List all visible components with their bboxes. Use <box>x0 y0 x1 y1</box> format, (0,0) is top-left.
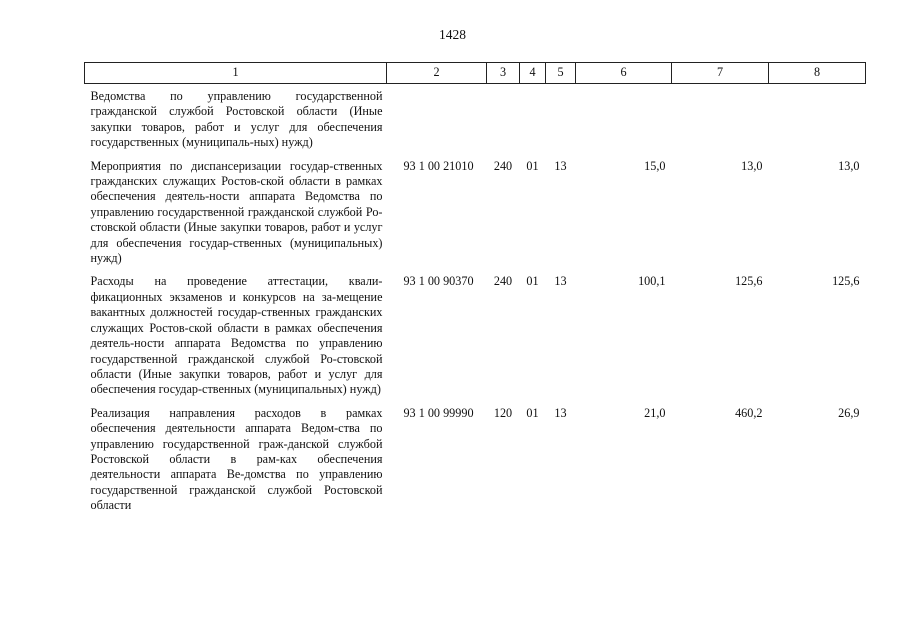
page-number: 1428 <box>439 27 466 42</box>
row-name: Реализация направления расходов в рамках обеспечения деятельности аппарата Ведом-ства по управлению государственной граж-данской службой Ростовской области в рам-ках обеспечения деятельности аппарата Ве-домства по управлению государственной гражданской службой Ростовской области <box>90 405 383 513</box>
row-value-3 <box>769 84 866 159</box>
header-col-6: 6 <box>576 63 672 84</box>
row-value-3: 125,6 <box>832 274 860 289</box>
row-pr <box>546 84 576 159</box>
header-col-8: 8 <box>769 63 866 84</box>
header-col-5: 5 <box>546 63 576 84</box>
row-code <box>387 84 487 159</box>
row-value-1: 15,0 <box>644 158 666 173</box>
row-value-3: 26,9 <box>838 405 860 420</box>
row-pr: 13 <box>554 405 567 420</box>
row-vr: 240 <box>493 274 513 289</box>
row-value-1: 21,0 <box>644 405 666 420</box>
row-name: Мероприятия по диспансеризации государ-ственных гражданских служащих Ростов-ской области в рамках обеспечения деятель-ности аппарата Ведомства по управлению государственной гражданской службой Ро-стовской области (Иные закупки товаров, работ и услуг для обеспечения государ-ственных (муниципальных) нужд) <box>90 158 383 266</box>
row-value-1: 100,1 <box>638 274 666 289</box>
row-value-2: 125,6 <box>735 274 763 289</box>
header-col-7: 7 <box>672 63 769 84</box>
header-col-4: 4 <box>520 63 546 84</box>
budget-table <box>84 62 866 514</box>
row-rz: 01 <box>526 158 539 173</box>
table-body <box>85 84 866 514</box>
row-value-2 <box>672 84 769 159</box>
row-pr: 13 <box>554 158 567 173</box>
table-row <box>85 406 866 514</box>
row-code: 93 1 00 21010 <box>403 158 474 173</box>
row-code: 93 1 00 99990 <box>403 405 474 420</box>
row-name: Расходы на проведение аттестации, квали-фикационных экзаменов и конкурсов на за-мещение вакантных должностей государ-ственных гражданских служащих Ростов-ской области в рамках обеспечения деятель-ности аппарата Ведомства по управлению государственной гражданской службой Ро-стовской области (Иные закупки товаров, работ и услуг для обеспечения государ-ственных (муниципальных) нужд) <box>90 274 383 397</box>
row-value-2: 460,2 <box>735 405 763 420</box>
row-rz: 01 <box>526 274 539 289</box>
header-col-2: 2 <box>387 63 487 84</box>
row-pr: 13 <box>554 274 567 289</box>
row-vr: 240 <box>493 158 513 173</box>
row-rz <box>520 84 546 159</box>
row-value-2: 13,0 <box>741 158 763 173</box>
row-rz: 01 <box>526 405 539 420</box>
header-col-3: 3 <box>487 63 520 84</box>
table-header <box>85 63 866 84</box>
row-value-1 <box>576 84 672 159</box>
row-vr <box>487 84 520 159</box>
table-row <box>85 159 866 275</box>
row-name: Ведомства по управлению государственной гражданской службой Ростовской области (Иные закупки товаров, работ и услуг для обеспечения государственных (муниципаль-ных) нужд) <box>90 89 383 150</box>
table-row <box>85 274 866 405</box>
row-vr: 120 <box>493 405 513 420</box>
row-code: 93 1 00 90370 <box>403 274 474 289</box>
header-col-1: 1 <box>85 63 387 84</box>
table-row <box>85 84 866 159</box>
header-row <box>85 63 866 84</box>
row-value-3: 13,0 <box>838 158 860 173</box>
